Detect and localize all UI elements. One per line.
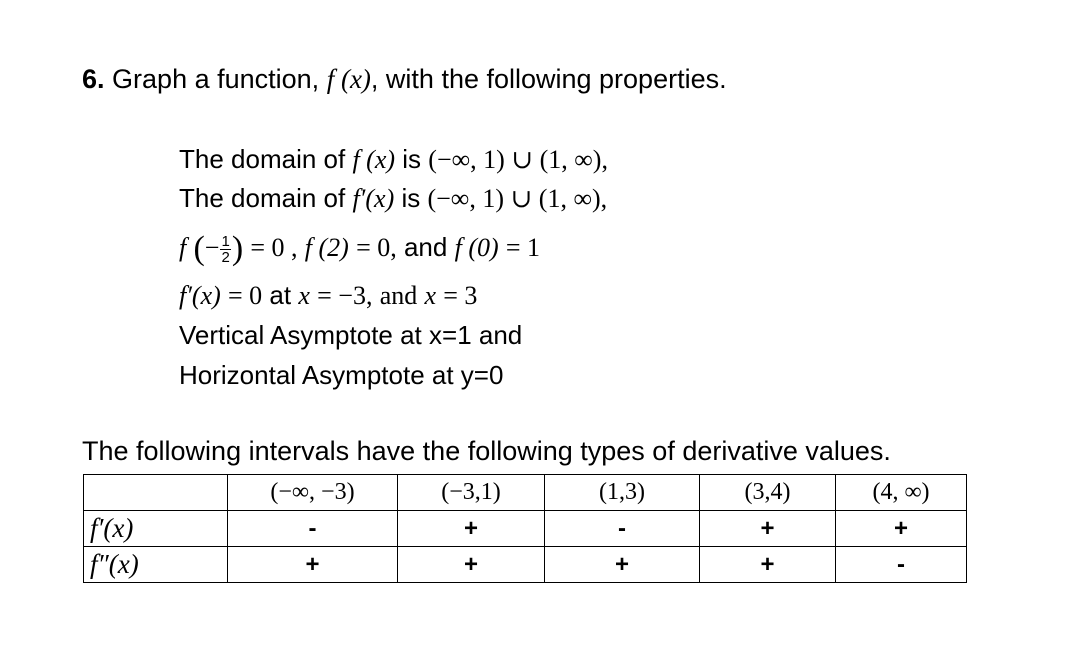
critical-x2: x bbox=[424, 281, 437, 310]
sign-cell: - bbox=[545, 511, 700, 547]
function-values-line bbox=[179, 230, 540, 268]
domain-fprime-is: is bbox=[401, 183, 421, 213]
heading-rest: , with the following properties. bbox=[370, 64, 727, 94]
values-minus: − bbox=[204, 233, 220, 262]
sign-cell: + bbox=[398, 511, 545, 547]
values-eq2: = 0, bbox=[356, 233, 397, 262]
sign-cell: - bbox=[836, 547, 967, 583]
sign-cell: - bbox=[228, 511, 398, 547]
open-paren: ( bbox=[193, 230, 205, 267]
derivative-sign-table bbox=[83, 474, 967, 583]
critical-v2: = 3 bbox=[443, 281, 478, 310]
domain-fprime-prefix: The domain of bbox=[179, 183, 346, 213]
table-header-row bbox=[84, 475, 967, 511]
header-cell-interval: (−3,1) bbox=[398, 475, 545, 511]
fraction-denominator: 2 bbox=[221, 248, 230, 266]
horizontal-asymptote-line: Horizontal Asymptote at y=0 bbox=[179, 360, 504, 390]
header-cell-interval: (4, ∞) bbox=[836, 475, 967, 511]
header-cell-interval: (3,4) bbox=[700, 475, 836, 511]
domain-f-interval: (−∞, 1) ∪ (1, ∞), bbox=[428, 145, 608, 174]
header-cell-empty bbox=[84, 475, 228, 511]
values-eq1: = 0 , bbox=[250, 233, 298, 262]
critical-v1: = −3, bbox=[317, 281, 373, 310]
row-label-fprime: f′(x) bbox=[84, 511, 228, 547]
problem-number: 6. bbox=[82, 64, 105, 94]
fraction-numerator: 1 bbox=[221, 232, 230, 250]
sign-cell: + bbox=[700, 511, 836, 547]
domain-fprime-interval: (−∞, 1) ∪ (1, ∞), bbox=[427, 184, 608, 213]
header-cell-interval: (1,3) bbox=[545, 475, 700, 511]
sign-cell: + bbox=[398, 547, 545, 583]
header-cell-interval: (−∞, −3) bbox=[228, 475, 398, 511]
values-eq3: = 1 bbox=[505, 233, 541, 262]
sign-cell: + bbox=[228, 547, 398, 583]
values-f2: f (2) bbox=[304, 233, 349, 262]
heading-function: f (x) bbox=[326, 64, 371, 94]
sign-cell: + bbox=[700, 547, 836, 583]
one-half-fraction bbox=[220, 234, 230, 265]
critical-at: at bbox=[269, 280, 292, 310]
row-label-fdoubleprime: f″(x) bbox=[84, 547, 228, 583]
domain-f-is: is bbox=[402, 144, 422, 174]
domain-f-line bbox=[179, 144, 608, 175]
critical-and: and bbox=[379, 281, 418, 310]
problem-heading bbox=[82, 64, 727, 95]
sign-cell: + bbox=[545, 547, 700, 583]
vertical-asymptote-line: Vertical Asymptote at x=1 and bbox=[179, 320, 523, 350]
domain-f-prefix: The domain of bbox=[179, 144, 346, 174]
domain-f-function: f (x) bbox=[352, 145, 396, 174]
table-row-fprime bbox=[84, 511, 967, 547]
values-f: f bbox=[179, 233, 187, 262]
critical-eq: = 0 bbox=[228, 281, 263, 310]
close-paren: ) bbox=[231, 230, 244, 267]
heading-text: Graph a function, bbox=[112, 64, 320, 94]
critical-x1: x bbox=[298, 281, 310, 310]
critical-fprime: f′(x) bbox=[179, 281, 221, 310]
table-row-fdoubleprime bbox=[84, 547, 967, 583]
values-f0: f (0) bbox=[454, 233, 499, 262]
values-and: and bbox=[403, 232, 448, 262]
critical-points-line bbox=[179, 280, 477, 311]
intervals-caption: The following intervals have the following types of derivative values. bbox=[82, 436, 891, 466]
sign-cell: + bbox=[836, 511, 967, 547]
domain-fprime-line bbox=[179, 183, 607, 214]
domain-fprime-function: f′(x) bbox=[352, 184, 395, 213]
